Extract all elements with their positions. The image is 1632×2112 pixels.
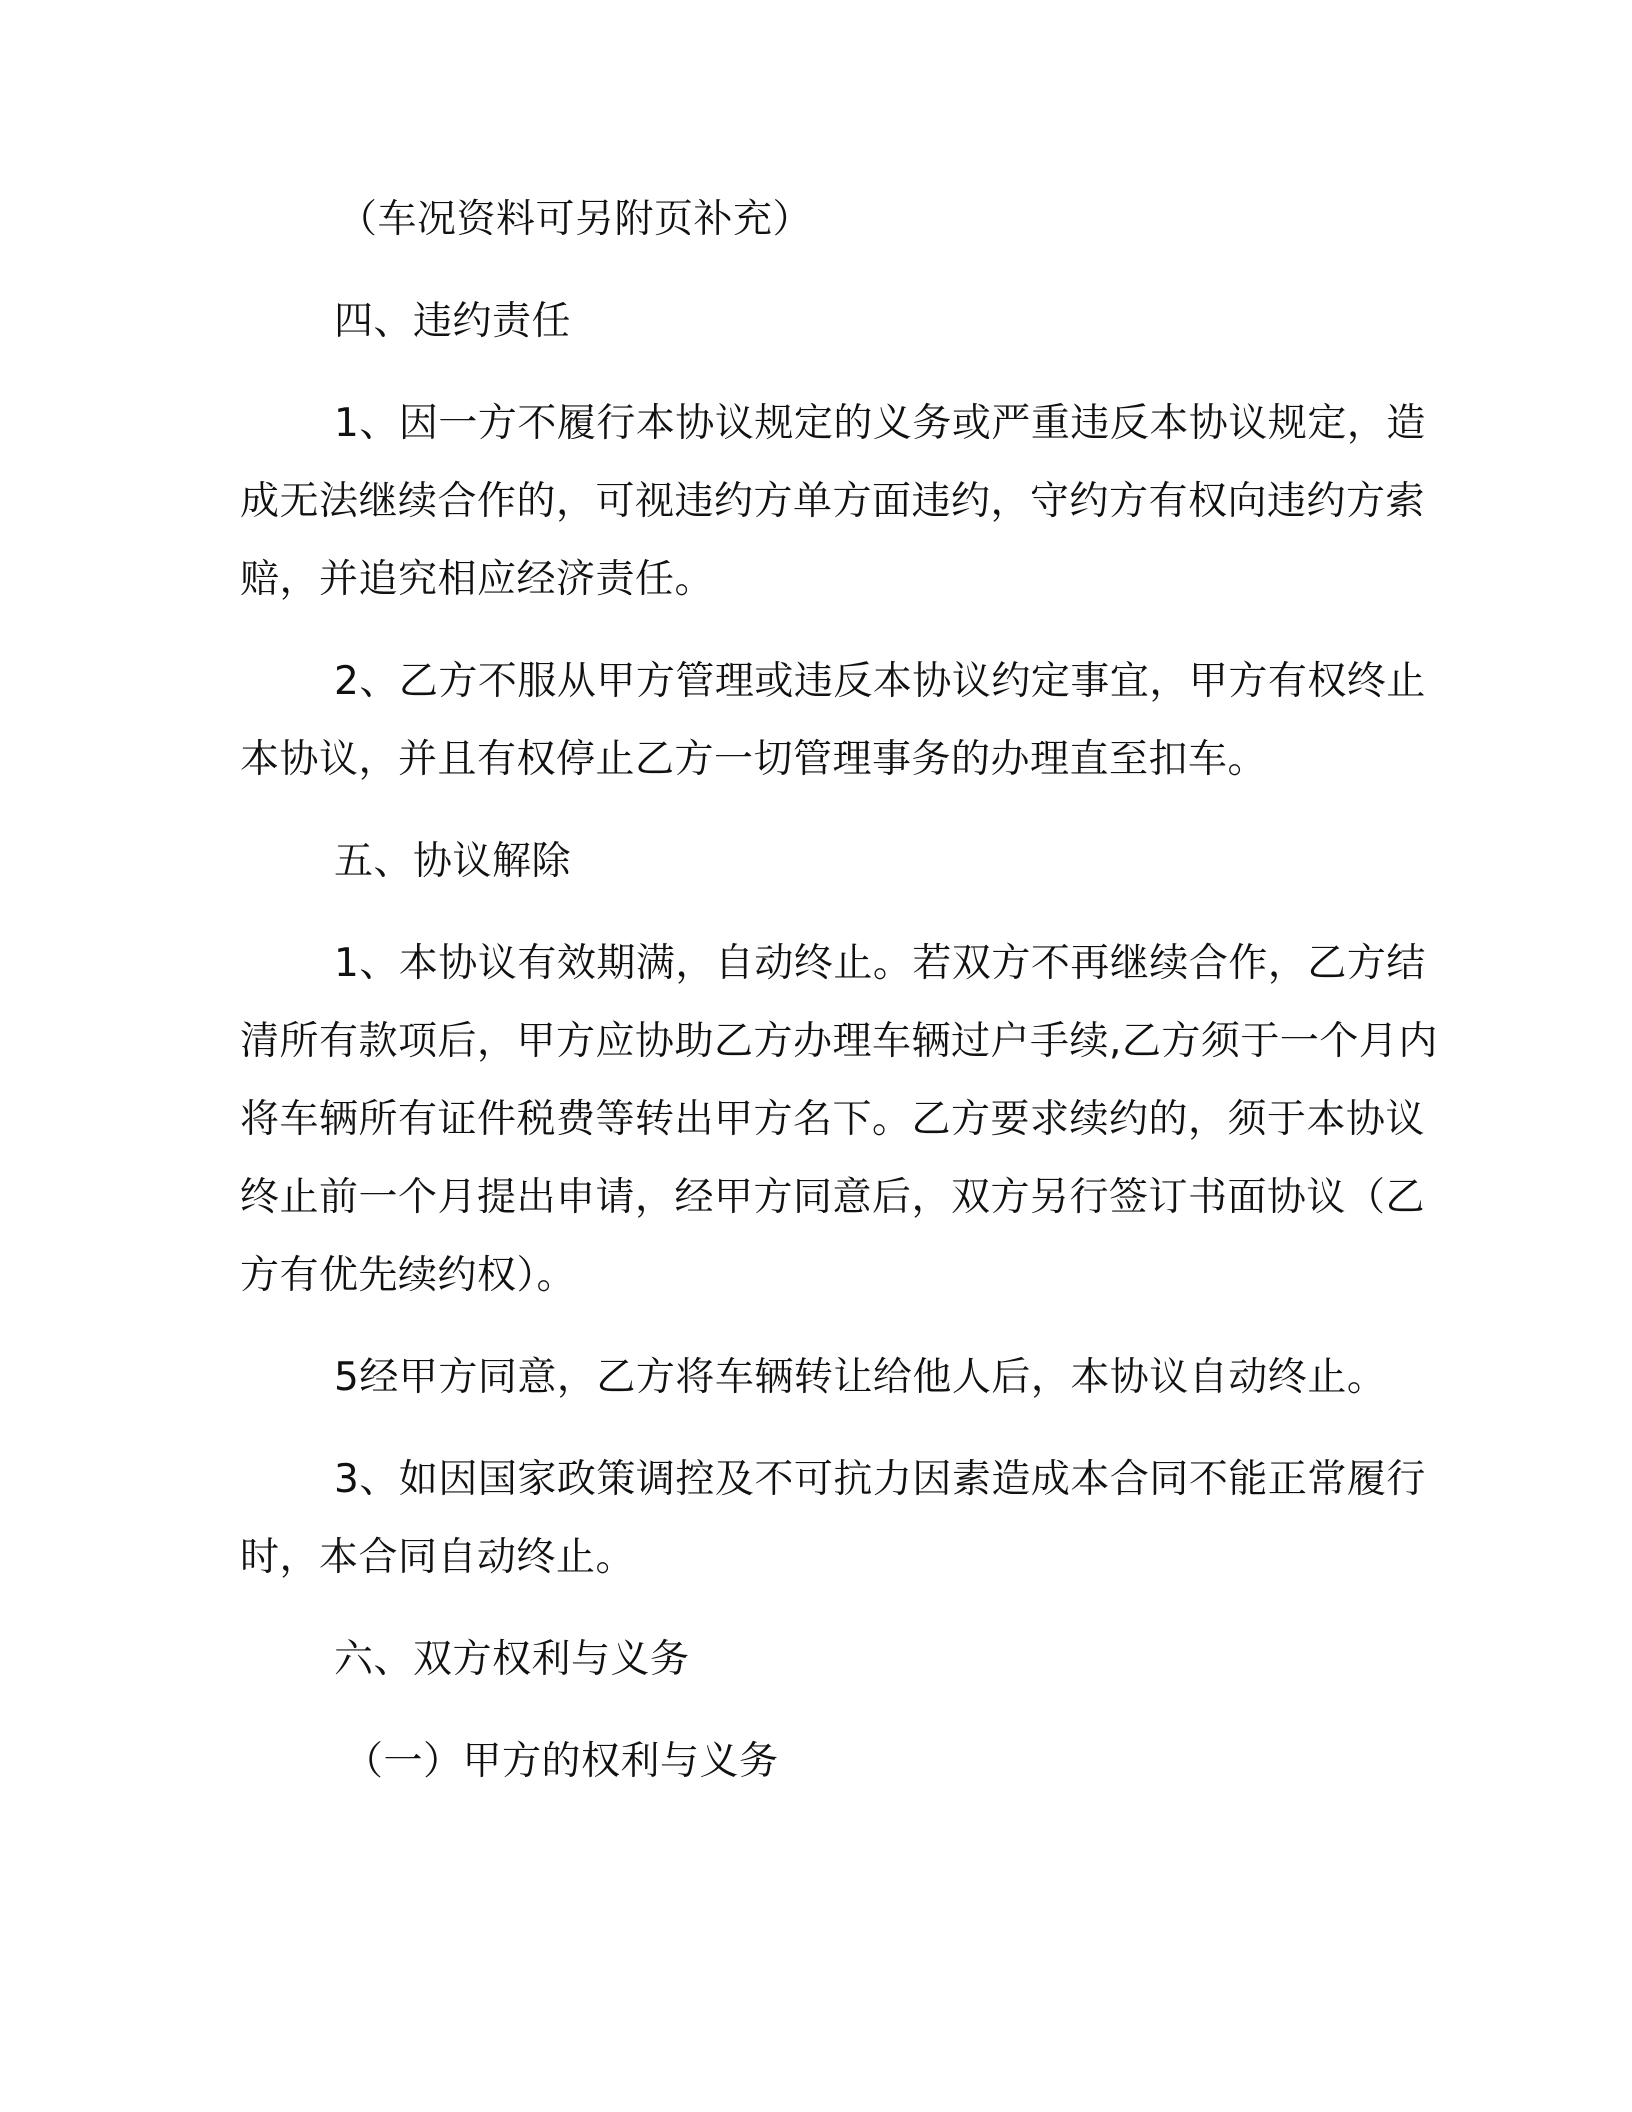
paragraph-line: 将车辆所有证件税费等转出甲方名下。乙方要求续约的，须于本协议 xyxy=(240,1097,1426,1142)
note-vehicle-info: （车况资料可另附页补充） xyxy=(338,197,813,242)
paragraph-line: 时，本合同自动终止。 xyxy=(240,1535,636,1580)
section-heading-breach: 四、违约责任 xyxy=(334,299,572,344)
paragraph-line: 方有优先续约权）。 xyxy=(240,1253,577,1298)
paragraph-line: 1、本协议有效期满，自动终止。若双方不再继续合作，乙方结 xyxy=(334,941,1426,986)
section-heading-termination: 五、协议解除 xyxy=(334,839,572,884)
paragraph-line: 3、如因国家政策调控及不可抗力因素造成本合同不能正常履行 xyxy=(334,1457,1426,1502)
paragraph-line: 终止前一个月提出申请，经甲方同意后，双方另行签订书面协议（乙 xyxy=(240,1175,1426,1220)
paragraph-line: 本协议，并且有权停止乙方一切管理事务的办理直至扣车。 xyxy=(240,737,1268,782)
paragraph-line: 5经甲方同意，乙方将车辆转让给他人后，本协议自动终止。 xyxy=(334,1355,1387,1400)
subsection-heading-party-a: （一）甲方的权利与义务 xyxy=(344,1739,779,1784)
paragraph-line: 1、因一方不履行本协议规定的义务或严重违反本协议规定，造 xyxy=(334,401,1426,446)
section-heading-rights: 六、双方权利与义务 xyxy=(334,1637,690,1682)
paragraph-line: 清所有款项后，甲方应协助乙方办理车辆过户手续,乙方须于一个月内 xyxy=(240,1019,1438,1064)
paragraph-line: 2、乙方不服从甲方管理或违反本协议约定事宜，甲方有权终止 xyxy=(334,659,1426,704)
paragraph-line: 成无法继续合作的，可视违约方单方面违约，守约方有权向违约方索 xyxy=(240,479,1426,524)
paragraph-line: 赔，并追究相应经济责任。 xyxy=(240,557,715,602)
